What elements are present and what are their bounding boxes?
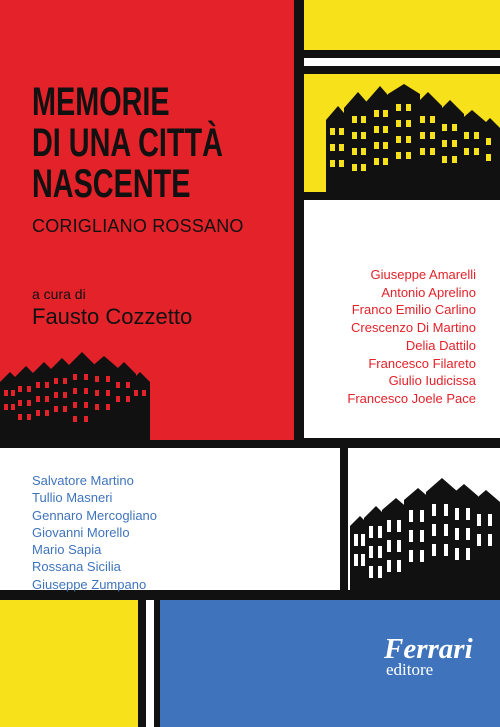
author-item: Giuseppe Zumpano <box>32 576 147 592</box>
title-line-2: DI UNA CITTÀ <box>32 121 223 165</box>
yellow-panel-top-right <box>304 0 500 50</box>
author-item: Delia Dattilo <box>405 337 476 353</box>
white-strip-top <box>304 58 500 66</box>
buildings-illustration-left <box>0 352 150 440</box>
authors-list-right <box>347 266 476 408</box>
author-item: Tullio Masneri <box>32 490 113 506</box>
author-item: Franco Emilio Carlino <box>351 302 476 318</box>
author-item: Gennaro Mercogliano <box>32 507 158 523</box>
author-item: Francesco Joele Pace <box>347 390 476 406</box>
author-item: Giuseppe Amarelli <box>370 267 476 282</box>
authors-list-left <box>32 472 157 593</box>
book-subtitle: CORIGLIANO ROSSANO <box>32 216 244 236</box>
title-line-3: NASCENTE <box>32 162 191 206</box>
publisher-subtitle: editore <box>386 660 434 679</box>
yellow-panel-bottom-left <box>0 600 138 727</box>
author-item: Salvatore Martino <box>32 473 134 488</box>
publisher-name: Ferrari <box>384 633 473 665</box>
author-item: Crescenzo Di Martino <box>351 320 476 336</box>
white-strip-bottom <box>146 600 154 727</box>
author-item: Rossana Sicilia <box>32 559 121 575</box>
author-item: Giovanni Morello <box>32 524 130 540</box>
publisher-logo <box>384 633 473 679</box>
buildings-illustration-top-right <box>326 84 500 196</box>
author-item: Antonio Aprelino <box>381 284 476 300</box>
buildings-illustration-bottom-right <box>350 478 500 590</box>
buildings-icon <box>326 84 500 196</box>
book-title <box>32 82 223 205</box>
author-item: Mario Sapia <box>32 542 102 558</box>
title-line-1: MEMORIE <box>32 80 170 124</box>
author-item: Giulio Iudicissa <box>388 373 476 389</box>
author-item: Francesco Filareto <box>368 355 476 371</box>
curator-label: a cura di <box>32 286 86 302</box>
curator-name: Fausto Cozzetto <box>32 304 193 329</box>
